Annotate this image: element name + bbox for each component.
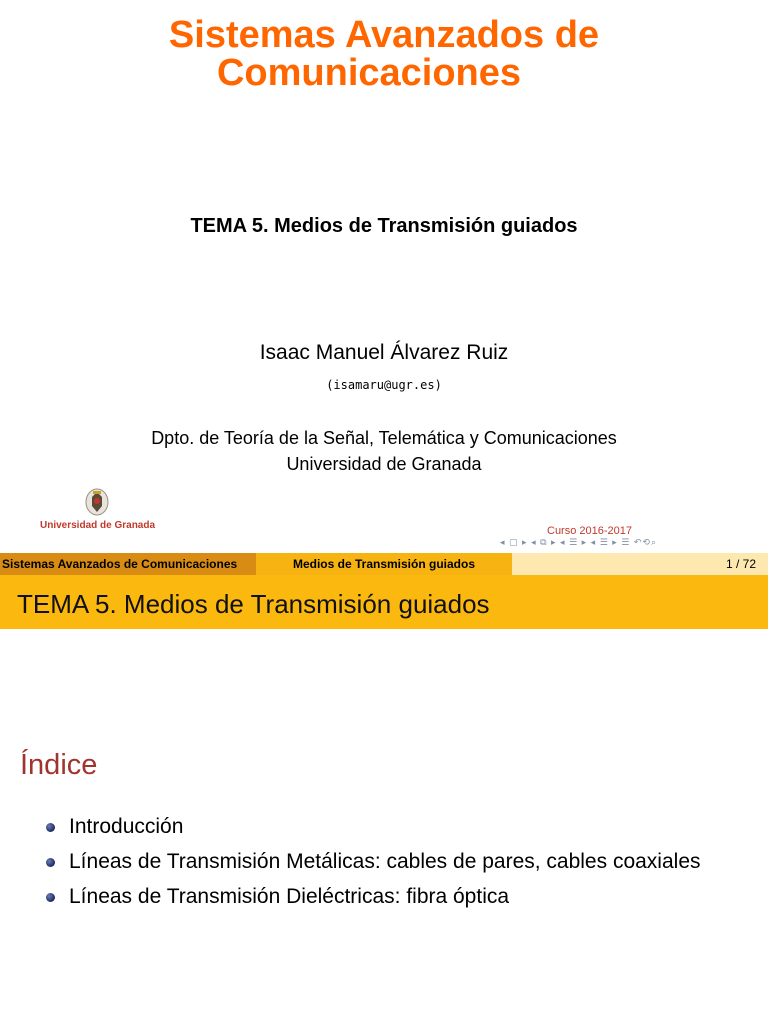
nav-prev-frame-icon[interactable]: ◂ ⧉ ▸ (531, 537, 557, 547)
course-date: Curso 2016-2017 (547, 525, 633, 537)
frame-title-bar (0, 575, 768, 629)
nav-prev-section-icon[interactable]: ◂ ☰ ▸ (590, 537, 618, 547)
page-number: 1 / 72 (725, 557, 756, 571)
logo-text: Universidad de Granada (40, 520, 156, 531)
toc-item[interactable]: Líneas de Transmisión Metálicas: cables de pares, cables coaxiales (44, 848, 744, 875)
table-of-contents (44, 813, 744, 918)
nav-search-icon[interactable]: ↶⟲⌕ (633, 537, 658, 547)
footer-center-text: Medios de Transmisión guiados (292, 557, 476, 571)
coat-of-arms-icon (84, 488, 110, 516)
author-email: (isamaru@ugr.es) (326, 378, 442, 392)
index-slide (0, 575, 768, 1024)
presentation-subtitle: TEMA 5. Medios de Transmisión guiados (190, 215, 578, 237)
nav-prev-slide-icon[interactable]: ◂ ▢ ▸ (500, 537, 528, 547)
nav-section-icon[interactable]: ☰ (621, 537, 631, 547)
presentation-title (0, 16, 768, 92)
affiliation (0, 425, 768, 477)
footer-left-text: Sistemas Avanzados de Comunicaciones (2, 557, 238, 571)
beamer-navigation (500, 537, 762, 549)
university: Universidad de Granada (286, 454, 482, 474)
frame-title: TEMA 5. Medios de Transmisión guiados (17, 589, 490, 619)
toc-item[interactable]: Líneas de Transmisión Dieléctricas: fibra óptica (44, 883, 744, 910)
title-line-1: Sistemas Avanzados de (168, 14, 600, 56)
footer-page-number (512, 553, 768, 575)
nav-prev-subsection-icon[interactable]: ◂ ☰ ▸ (560, 537, 588, 547)
footer-section-title (256, 553, 512, 575)
footer-bar (0, 553, 768, 575)
footer-presentation-title (0, 553, 256, 575)
title-line-2: Comunicaciones (216, 52, 522, 94)
author-name: Isaac Manuel Álvarez Ruiz (259, 341, 509, 364)
index-heading: Índice (20, 749, 98, 781)
department: Dpto. de Teoría de la Señal, Telemática y Comunicaciones (151, 428, 617, 448)
toc-item[interactable]: Introducción (44, 813, 744, 840)
university-logo (38, 488, 156, 536)
